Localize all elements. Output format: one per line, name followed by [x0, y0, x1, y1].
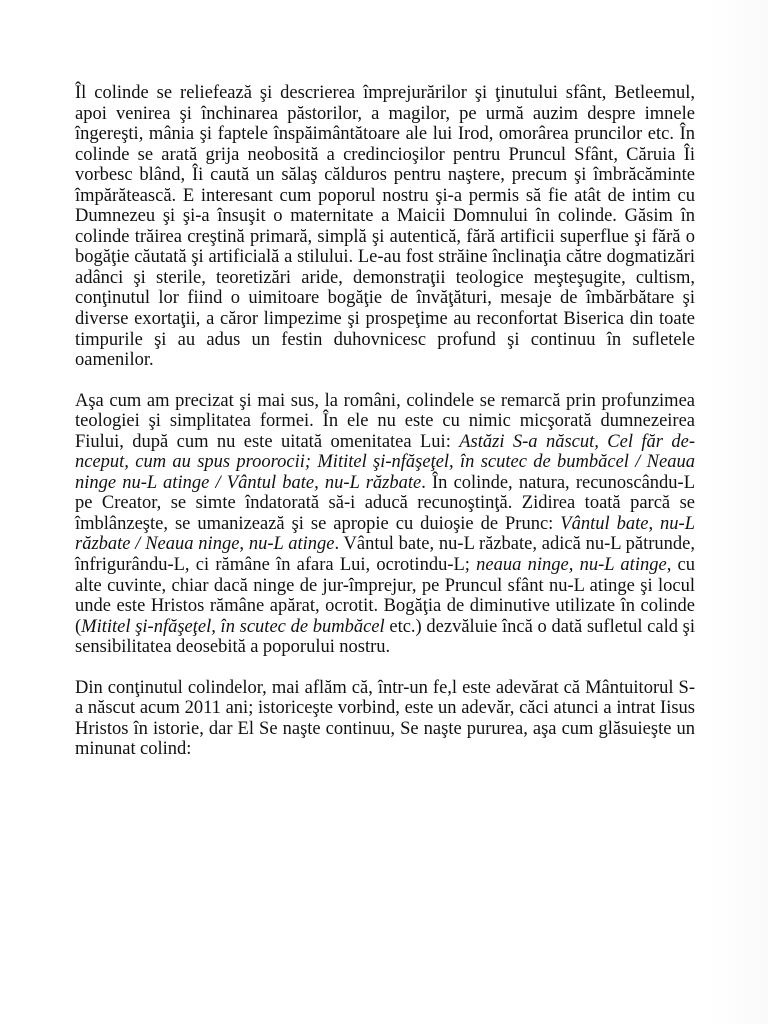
paragraph-3-text: Din conţinutul colindelor, mai aflăm că, într-un fe,l este adevărat că Mântuitorul S-a născut acum 2011 ani; istoriceşte vorbind, este un adevăr, căci atunci a intrat Iisus Hristos în istorie, dar El Se naşte continuu, Se naşte pururea, aşa cum glăsuieşte un minunat colind:: [75, 677, 695, 760]
paragraph-2-text: . În colinde, natura, recunoscându-L pe Creator, se simte îndatorată să-i aducă recunoştinţă. Zidirea toată parcă se îmblânzeşte, se umanizează şi se apropie cu duioşie de Prunc:: [75, 472, 696, 534]
paragraph-2-text: Aşa cum am precizat şi mai sus, la români, colindele se remarcă prin profunzimea teologiei şi simplitatea formei. În ele nu este cu nimic micşorată dumnezeirea Fiului, după cum nu este uitată omenitatea Lui:: [75, 390, 695, 452]
document-page: [75, 83, 695, 780]
paragraph-1: [75, 83, 695, 371]
scan-edge-shade: [710, 0, 768, 1024]
carol-quote: neaua ninge, nu-L atinge: [476, 555, 667, 576]
carol-quote: Vântul bate, nu-L răzbate / Neaua ninge, nu-L atinge: [75, 513, 695, 555]
carol-quote: Mititel şi-nfăşeţel, în scutec de bumbăcel: [81, 616, 385, 637]
paragraph-1-text: Îl colinde se reliefează şi descrierea împrejurărilor şi ţinutului sfânt, Betleemul, apoi venirea şi închinarea păstorilor, a magilor, pe urmă auzim despre imnele îngereşti, mânia şi faptele înspăimântătoare ale lui Irod, omorârea pruncilor etc. În colinde se arată grija neobosită a credincioşilor pentru Pruncul Sfânt, Căruia Îi vorbesc blând, Îi caută un sălaş călduros pentru naştere, precum şi îmbrăcăminte împărătească. E interesant cum poporul nostru şi-a permis să fie atât de intim cu Dumnezeu şi şi-a însuşit o maternitate a Maicii Domnului în colinde. Găsim în colinde trăirea creştină primară, simplă şi autentică, fără artificii superflue şi fără o bogăţie căutată şi artificială a stilului. Le-au fost străine înclinaţia către dogmatizări adânci şi sterile, teoretizări aride, demonstraţii teologice meşteşugite, cultism, conţinutul lor fiind o uimitoare bogăţie de învăţături, mesaje de îmbărbătare şi diverse exortaţii, a căror limpezime şi prospeţime au reconfortat Biserica din toate timpurile şi au adus un festin duhovnicesc profund şi continuu în sufletele oamenilor.: [75, 83, 695, 371]
paragraph-2-text: , cu alte cuvinte, chiar dacă ninge de jur-împrejur, pe Pruncul sfânt nu-L atinge şi locul unde este Hristos rămâne apărat, ocrotit. Bogăţia de diminutive utilizate în colinde (: [75, 555, 696, 637]
paragraph-2-text: . Vântul bate, nu-L răzbate, adică nu-L pătrunde, înfrigurându-L, ci rămâne în afara Lui, ocrotindu-L;: [75, 534, 695, 576]
carol-quote: Astăzi S-a născut, Cel făr de-nceput, cum au spus proorocii; Mititel şi-nfăşeţel, în scutec de bumbăcel / Neaua ninge nu-L atinge / Vântul bate, nu-L răzbate: [75, 431, 696, 493]
paragraph-2: [75, 391, 695, 658]
paragraph-3: [75, 678, 695, 760]
paragraph-2-text: etc.) dezvăluie încă o dată sufletul cald şi sensibilitatea deosebită a poporului nostru.: [75, 616, 696, 658]
